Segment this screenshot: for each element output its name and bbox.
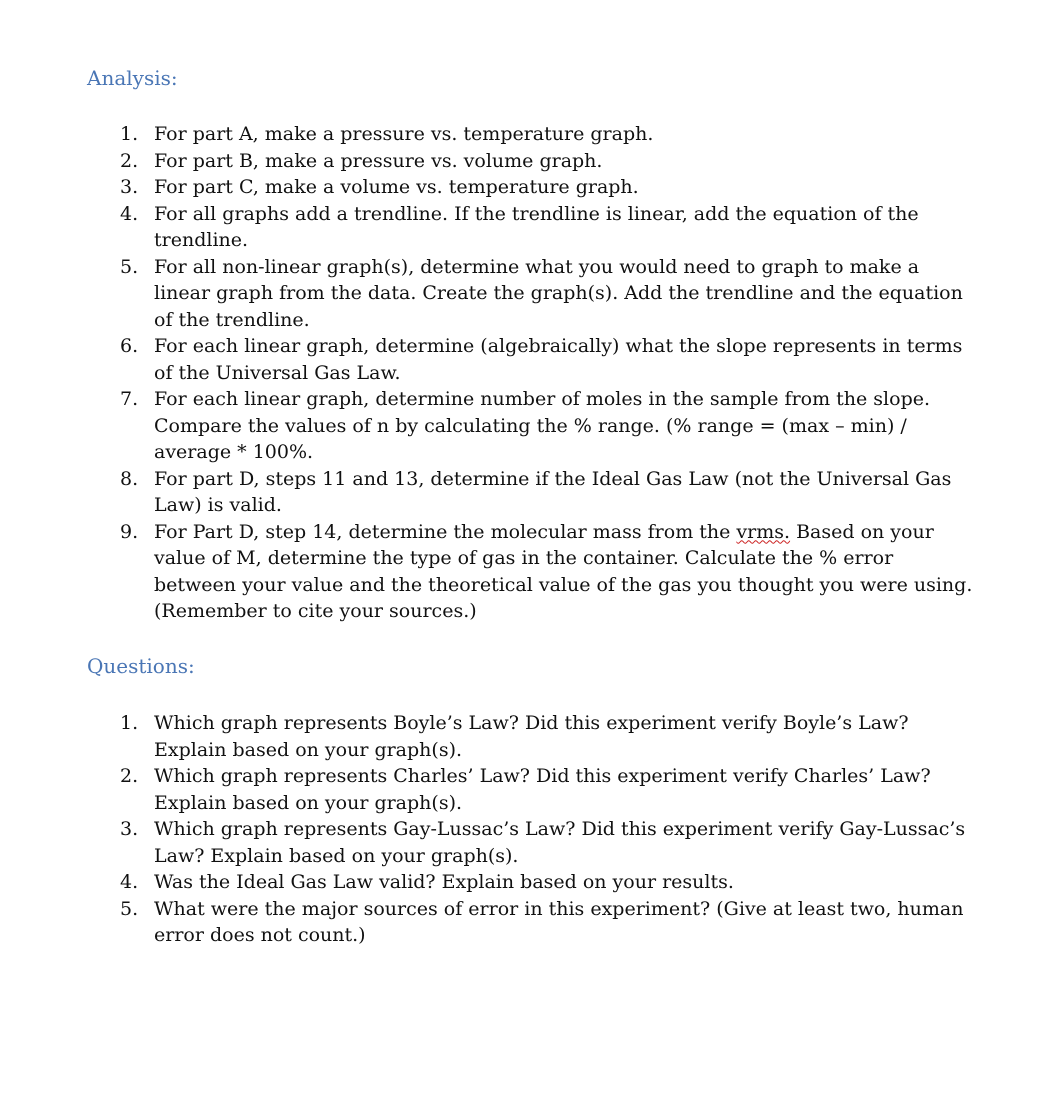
list-item-text: For all graphs add a trendline. If the trendline is linear, add the equation of the trendline. <box>154 202 919 251</box>
list-item-number: 5. <box>120 897 139 920</box>
list-item-number: 8. <box>120 467 139 490</box>
list-item <box>0 174 1046 201</box>
list-item <box>0 763 1046 816</box>
list-item <box>0 386 1046 466</box>
list-item <box>0 121 1046 148</box>
list-item-text: Which graph represents Boyle’s Law? Did this experiment verify Boyle’s Law? Explain based on your graph(s). <box>154 712 909 761</box>
list-item-text-start: For Part D, step 14, determine the molecular mass from the <box>154 520 737 543</box>
list-item-text-end: Based on your value of M, determine the type of gas in the container. Calculate the % error between your value and the theoretical value of the gas you thought you were using. (Remember to cite your sources.) <box>154 520 973 622</box>
spellcheck-flagged-word: vrms. <box>736 520 791 543</box>
list-item <box>0 201 1046 254</box>
list-item-text: For part A, make a pressure vs. temperature graph. <box>154 123 654 145</box>
list-item <box>0 254 1046 334</box>
list-item-text: For part B, make a pressure vs. volume graph. <box>154 149 603 172</box>
list-item-number: 4. <box>120 871 139 893</box>
list-item <box>0 869 1046 896</box>
list-item-text: What were the major sources of error in this experiment? (Give at least two, human error does not count.) <box>154 897 964 946</box>
list-item-number: 6. <box>120 335 139 357</box>
list-item-number: 1. <box>120 712 139 734</box>
list-item-text: Was the Ideal Gas Law valid? Explain based on your results. <box>154 871 734 893</box>
list-item-text: Which graph represents Charles’ Law? Did this experiment verify Charles’ Law? Explain based on your graph(s). <box>154 765 931 814</box>
questions-heading: Questions: <box>87 654 195 678</box>
list-item-text <box>154 519 976 625</box>
list-item-text: Which graph represents Gay-Lussac’s Law? Did this experiment verify Gay-Lussac’s Law? Explain based on your graph(s). <box>154 818 966 867</box>
list-item-number: 7. <box>120 388 139 410</box>
list-item-text: For each linear graph, determine (algebraically) what the slope represents in terms of the Universal Gas Law. <box>154 335 963 384</box>
analysis-list <box>0 121 1046 625</box>
list-item <box>0 466 1046 519</box>
list-item <box>0 333 1046 386</box>
list-item-text: For each linear graph, determine number of moles in the sample from the slope. Compare the values of n by calculating the % range. (% range = (max – min) / average * 100%. <box>154 388 931 463</box>
list-item <box>0 816 1046 869</box>
list-item-number: 1. <box>120 123 139 145</box>
list-item <box>0 519 1046 625</box>
list-item-text: For all non-linear graph(s), determine what you would need to graph to make a linear graph from the data. Create the graph(s). Add the trendline and the equation of the trendline. <box>154 255 963 331</box>
list-item-number: 4. <box>120 202 139 225</box>
list-item-number: 2. <box>120 765 139 787</box>
list-item-text: For part D, steps 11 and 13, determine if the Ideal Gas Law (not the Universal Gas Law) is valid. <box>154 467 952 516</box>
list-item-number: 3. <box>120 818 139 840</box>
list-item <box>0 148 1046 175</box>
questions-list <box>0 710 1046 949</box>
analysis-heading: Analysis: <box>87 66 178 90</box>
list-item-number: 2. <box>120 149 139 172</box>
list-item-number: 5. <box>120 255 139 278</box>
list-item <box>0 896 1046 949</box>
list-item <box>0 710 1046 763</box>
list-item-text: For part C, make a volume vs. temperature graph. <box>154 176 639 198</box>
list-item-number: 3. <box>120 176 139 198</box>
list-item-number: 9. <box>120 520 139 543</box>
